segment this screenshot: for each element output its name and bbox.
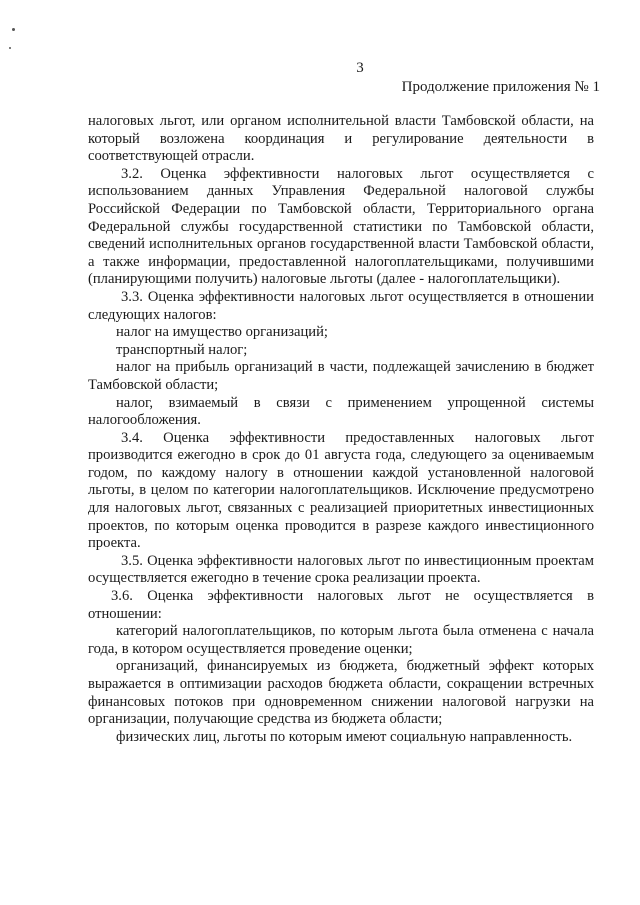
paragraph-3-2: 3.2. Оценка эффективности налоговых льгот осуществляется с использованием данных Управления Федеральной налоговой службы Российской Федерации по Тамбовской области, Территориального органа Федеральной службы государственной статистики по Тамбовской области, сведений исполнительных органов государственной власти Тамбовской области, а также информации, предоставленной налогоплательщиками, получившими (планирующими получить) налоговые льготы (далее - налогоплательщики). — [88, 165, 594, 288]
list-item-transport-tax: транспортный налог; — [116, 341, 248, 358]
list-item-budget-organizations: организаций, финансируемых из бюджета, бюджетный эффект которых выражается в оптимизации расходов бюджета области, сокращении встречных финансовых потоков при одновременном снижении налоговой нагрузки на организации, получающие средства из бюджета области; — [88, 658, 594, 728]
paragraph-3-4: 3.4. Оценка эффективности предоставленных налоговых льгот производится ежегодно в срок до 01 августа года, следующего за оцениваемым годом, по каждому налогу в отношении каждой установленной налоговой льготы, в целом по категории налогоплательщиков. Исключение предусмотрено для налоговых льгот, связанных с реализацией приоритетных инвестиционных проектов, по которым оценка проводится в разрезе каждого инвестиционного проекта. — [88, 429, 594, 552]
scan-speck — [9, 47, 11, 49]
list-item-individuals: физических лиц, льготы по которым имеют социальную направленность. — [116, 728, 573, 745]
list-item-property-tax: налог на имущество организаций; — [116, 324, 328, 341]
paragraph-3-3: 3.3. Оценка эффективности налоговых льгот осуществляется в отношении следующих налогов: — [88, 288, 594, 323]
list-item-taxpayer-categories: категорий налогоплательщиков, по которым льгота была отменена с начала года, в котором осуществляется проведение оценки; — [88, 623, 594, 657]
paragraph: налоговых льгот, или органом исполнительной власти Тамбовской области, на который возложена координация и регулирование деятельности в соответствующей отрасли. — [88, 113, 594, 165]
page-number: 3 — [356, 60, 364, 76]
list-item-profit-tax: налог на прибыль организаций в части, подлежащей зачислению в бюджет Тамбовской области; — [88, 359, 594, 393]
body-text — [88, 113, 594, 746]
scan-speck — [12, 28, 15, 31]
paragraph-3-5: 3.5. Оценка эффективности налоговых льгот по инвестиционным проектам осуществляется ежегодно в течение срока реализации проекта. — [88, 552, 594, 587]
appendix-continuation-note: Продолжение приложения № 1 — [401, 79, 600, 95]
list-item-simplified-tax: налог, взимаемый в связи с применением упрощенной системы налогообложения. — [88, 394, 594, 429]
paragraph-3-6: 3.6. Оценка эффективности налоговых льгот не осуществляется в отношении: — [88, 588, 594, 622]
